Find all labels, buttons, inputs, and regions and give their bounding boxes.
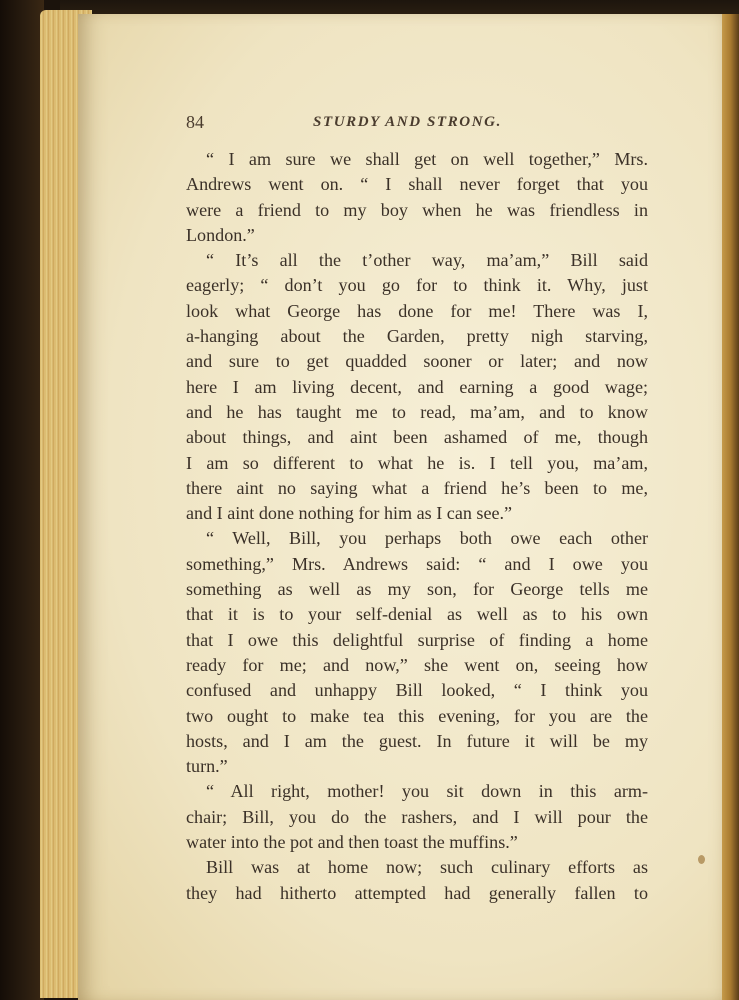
text-line: water into the pot and then toast the muffins.” [186, 832, 518, 853]
page-right-edge [722, 14, 739, 1000]
text-line: turn.” [186, 756, 228, 777]
text-line: two ought to make tea this evening, for you are the [186, 705, 648, 726]
text-line: London.” [186, 224, 255, 245]
text-line: “ I am sure we shall get on well together,” Mrs. [206, 149, 648, 169]
text-line: “ Well, Bill, you perhaps both owe each other [206, 528, 648, 549]
running-title: STURDY AND STRONG. [313, 114, 502, 130]
text-line: there aint no saying what a friend he’s been to me, [186, 477, 648, 498]
text-line: here I am living decent, and earning a good wage; [186, 376, 648, 397]
text-line: I am so different to what he is. I tell you, ma’am, [186, 452, 648, 473]
page-stain [698, 855, 705, 864]
text-line: about things, and aint been ashamed of me, though [186, 427, 648, 448]
book-cover-edge [0, 0, 44, 1000]
text-line: Andrews went on. “ I shall never forget that you [186, 174, 648, 195]
text-line: a-hanging about the Garden, pretty nigh starving, [186, 326, 648, 347]
text-line: and he has taught me to read, ma’am, and to know [186, 401, 648, 422]
text-line: and sure to get quadded sooner or later; and now [186, 351, 648, 372]
text-line: chair; Bill, you do the rashers, and I will pour the [186, 806, 648, 827]
text-line: “ It’s all the t’other way, ma’am,” Bill said [206, 250, 648, 271]
text-line: “ All right, mother! you sit down in this arm- [206, 781, 648, 802]
text-line: they had hitherto attempted had generally fallen to [186, 882, 648, 903]
text-line: hosts, and I am the guest. In future it will be my [186, 730, 648, 751]
text-line: look what George has done for me! There was I, [186, 300, 648, 321]
page-number: 84 [186, 112, 204, 132]
text-line: something as well as my son, for George tells me [186, 579, 648, 600]
text-line: eagerly; “ don’t you go for to think it. Why, just [186, 275, 648, 296]
text-line: that I owe this delightful surprise of finding a home [186, 629, 648, 650]
text-line: that it is to your self-denial as well as to his own [186, 604, 648, 625]
text-line: were a friend to my boy when he was friendless in [186, 199, 648, 220]
text-line: ready for me; and now,” she went on, seeing how [186, 654, 648, 675]
body-text [186, 147, 648, 906]
text-line: and I aint done nothing for him as I can see.” [186, 503, 513, 524]
text-line: Bill was at home now; such culinary efforts as [206, 857, 648, 878]
running-head [186, 112, 646, 138]
text-line: confused and unhappy Bill looked, “ I think you [186, 680, 648, 701]
text-line: something,” Mrs. Andrews said: “ and I owe you [186, 553, 648, 574]
